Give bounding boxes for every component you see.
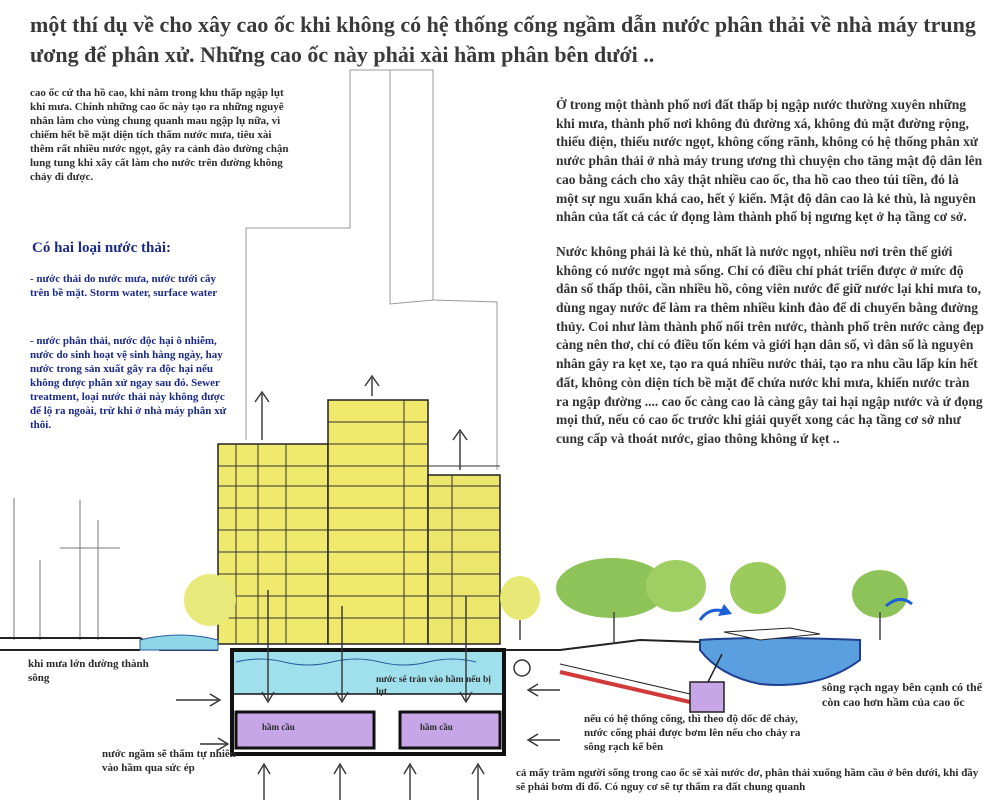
page-title: một thí dụ về cho xây cao ốc khi không có hệ thống cống ngầm dẫn nước phân thải về nhà máy trung ương để phân xử. Những cao ốc này phải xài hầm phân bên dưới .. bbox=[30, 12, 976, 67]
wastewater-heading: Có hai loại nước thải: bbox=[32, 240, 171, 256]
commentary-paragraph-1: Ở trong một thành phố nơi đất thấp bị ngập nước thường xuyên những khi mưa, thành phố nơi không đủ đường xá, không đủ mặt đường rộng, thiếu điện, thiếu nước ngọt, không cống rãnh, không có hệ thống phân xử nước phân thải ở nhà máy trung ương thì chuyện cho tăng mật độ dân lên cao bằng cách cho xây thật nhiều cao ốc, tha hồ cao theo túi tiền, đó là một sự ngu xuẩn khá cao, hết ý kiến. Mật độ dân cao là kẻ thù, là nguyên nhân của tất cả các ứ đọng làm thành phố bị ngưng kẹt ở hạ tầng cơ sở. bbox=[556, 97, 983, 225]
commentary-paragraph-2: Nước không phải là kẻ thù, nhất là nước ngọt, nhiều nơi trên thế giới không có nước ngọt mà sống. Chỉ có điều chỉ phát triển được ở mức độ dân số thấp thôi, cần nhiều hồ, công viên nước để giữ nước lại khi mưa to, dùng ngay nước để làm ra thêm nhiều kinh đào để di chuyển bằng đường thủy. Coi như làm thành phố nổi trên nước, thành phố trên nước càng đẹp càng nên thơ, chỉ có điều tốn kém và giới hạn dân số, vì dân số là nguyên nhân gây ra kẹt xe, tạo ra quá nhiều nước thải, tạo ra nhu cầu lấp kín hết đất, không còn diện tích bề mặt để chứa nước khi mưa, khiến nước tràn ra ngập đường .... cao ốc càng cao là càng gây tai hại ngập nước và ứ đọng mọi thứ, nếu có cao ốc trước khi giải quyết xong các hạ tầng cơ sở như cung cấp và thoát nước, giao thông không ứ kẹt .. bbox=[556, 243, 984, 446]
groundwater-up-arrows bbox=[258, 764, 484, 800]
building-middle bbox=[328, 400, 428, 644]
building-blocks bbox=[218, 400, 500, 644]
label-septic-note: cả mấy trăm người sống trong cao ốc sẽ xài nước dơ, phân thải xuống hầm cầu ở bên dưới, khi đầy sẽ phải bơm đi đổ. Có nguy cơ sẽ tự thấm ra đất chung quanh bbox=[516, 767, 979, 793]
label-river: sông rạch ngay bên cạnh có thể còn cao hơn hầm của cao ốc bbox=[822, 680, 983, 709]
pump-station bbox=[690, 682, 724, 712]
label-street-flooding: khi mưa lớn đường thành sông bbox=[28, 658, 149, 684]
label-basement-flood: nước sẽ tràn vào hầm nếu bị lụt bbox=[376, 675, 491, 697]
wastewater-type-sewer: - nước phân thải, nước độc hại ô nhiễm, nước do sinh hoạt vệ sinh hàng ngày, hay nước trong sản xuất gây ra độc hại nếu không được phân xử ngay sau đó. Sewer treatment, loại nước thải này không được để lộ ra ngoài, trừ khi ở nhà máy phân xử thôi. bbox=[30, 335, 227, 431]
wastewater-type-storm: - nước thải do nước mưa, nước tưới cây trên bề mặt. Storm water, surface water bbox=[30, 273, 218, 299]
septic-tank-left bbox=[236, 712, 374, 748]
intro-paragraph: cao ốc cứ tha hồ cao, khi nằm trong khu thấp ngập lụt khi mưa. Chính những cao ốc này tạo ra những nguyê nhân làm cho vùng chung quanh mau ngập lụ nữa, vì chiếm hết bề mặt diện tích thấm nước mưa, tiêu xài thêm rất nhiều nước ngọt, gây ra cảnh đào đường chận lung tung khi xây cất làm cho nước trên đường không chảy đi được. bbox=[30, 87, 289, 183]
label-sewer-system: nếu có hệ thống cống, thì theo độ dốc để chảy, nước cống phải được bơm lên nếu cho chảy ra sông rạch kế bên bbox=[584, 713, 801, 753]
label-groundwater: nước ngầm sẽ thấm tự nhiên vào hầm qua sức ép bbox=[102, 748, 236, 774]
label-septic-tank-right: hầm cầu bbox=[420, 722, 453, 732]
label-septic-tank-left: hầm cầu bbox=[262, 722, 295, 732]
building-right bbox=[428, 475, 500, 644]
left-structure bbox=[14, 498, 120, 640]
street-flood-water bbox=[140, 635, 218, 650]
building-left bbox=[218, 444, 328, 644]
basement bbox=[232, 650, 504, 754]
sewer-pipe bbox=[514, 654, 724, 712]
